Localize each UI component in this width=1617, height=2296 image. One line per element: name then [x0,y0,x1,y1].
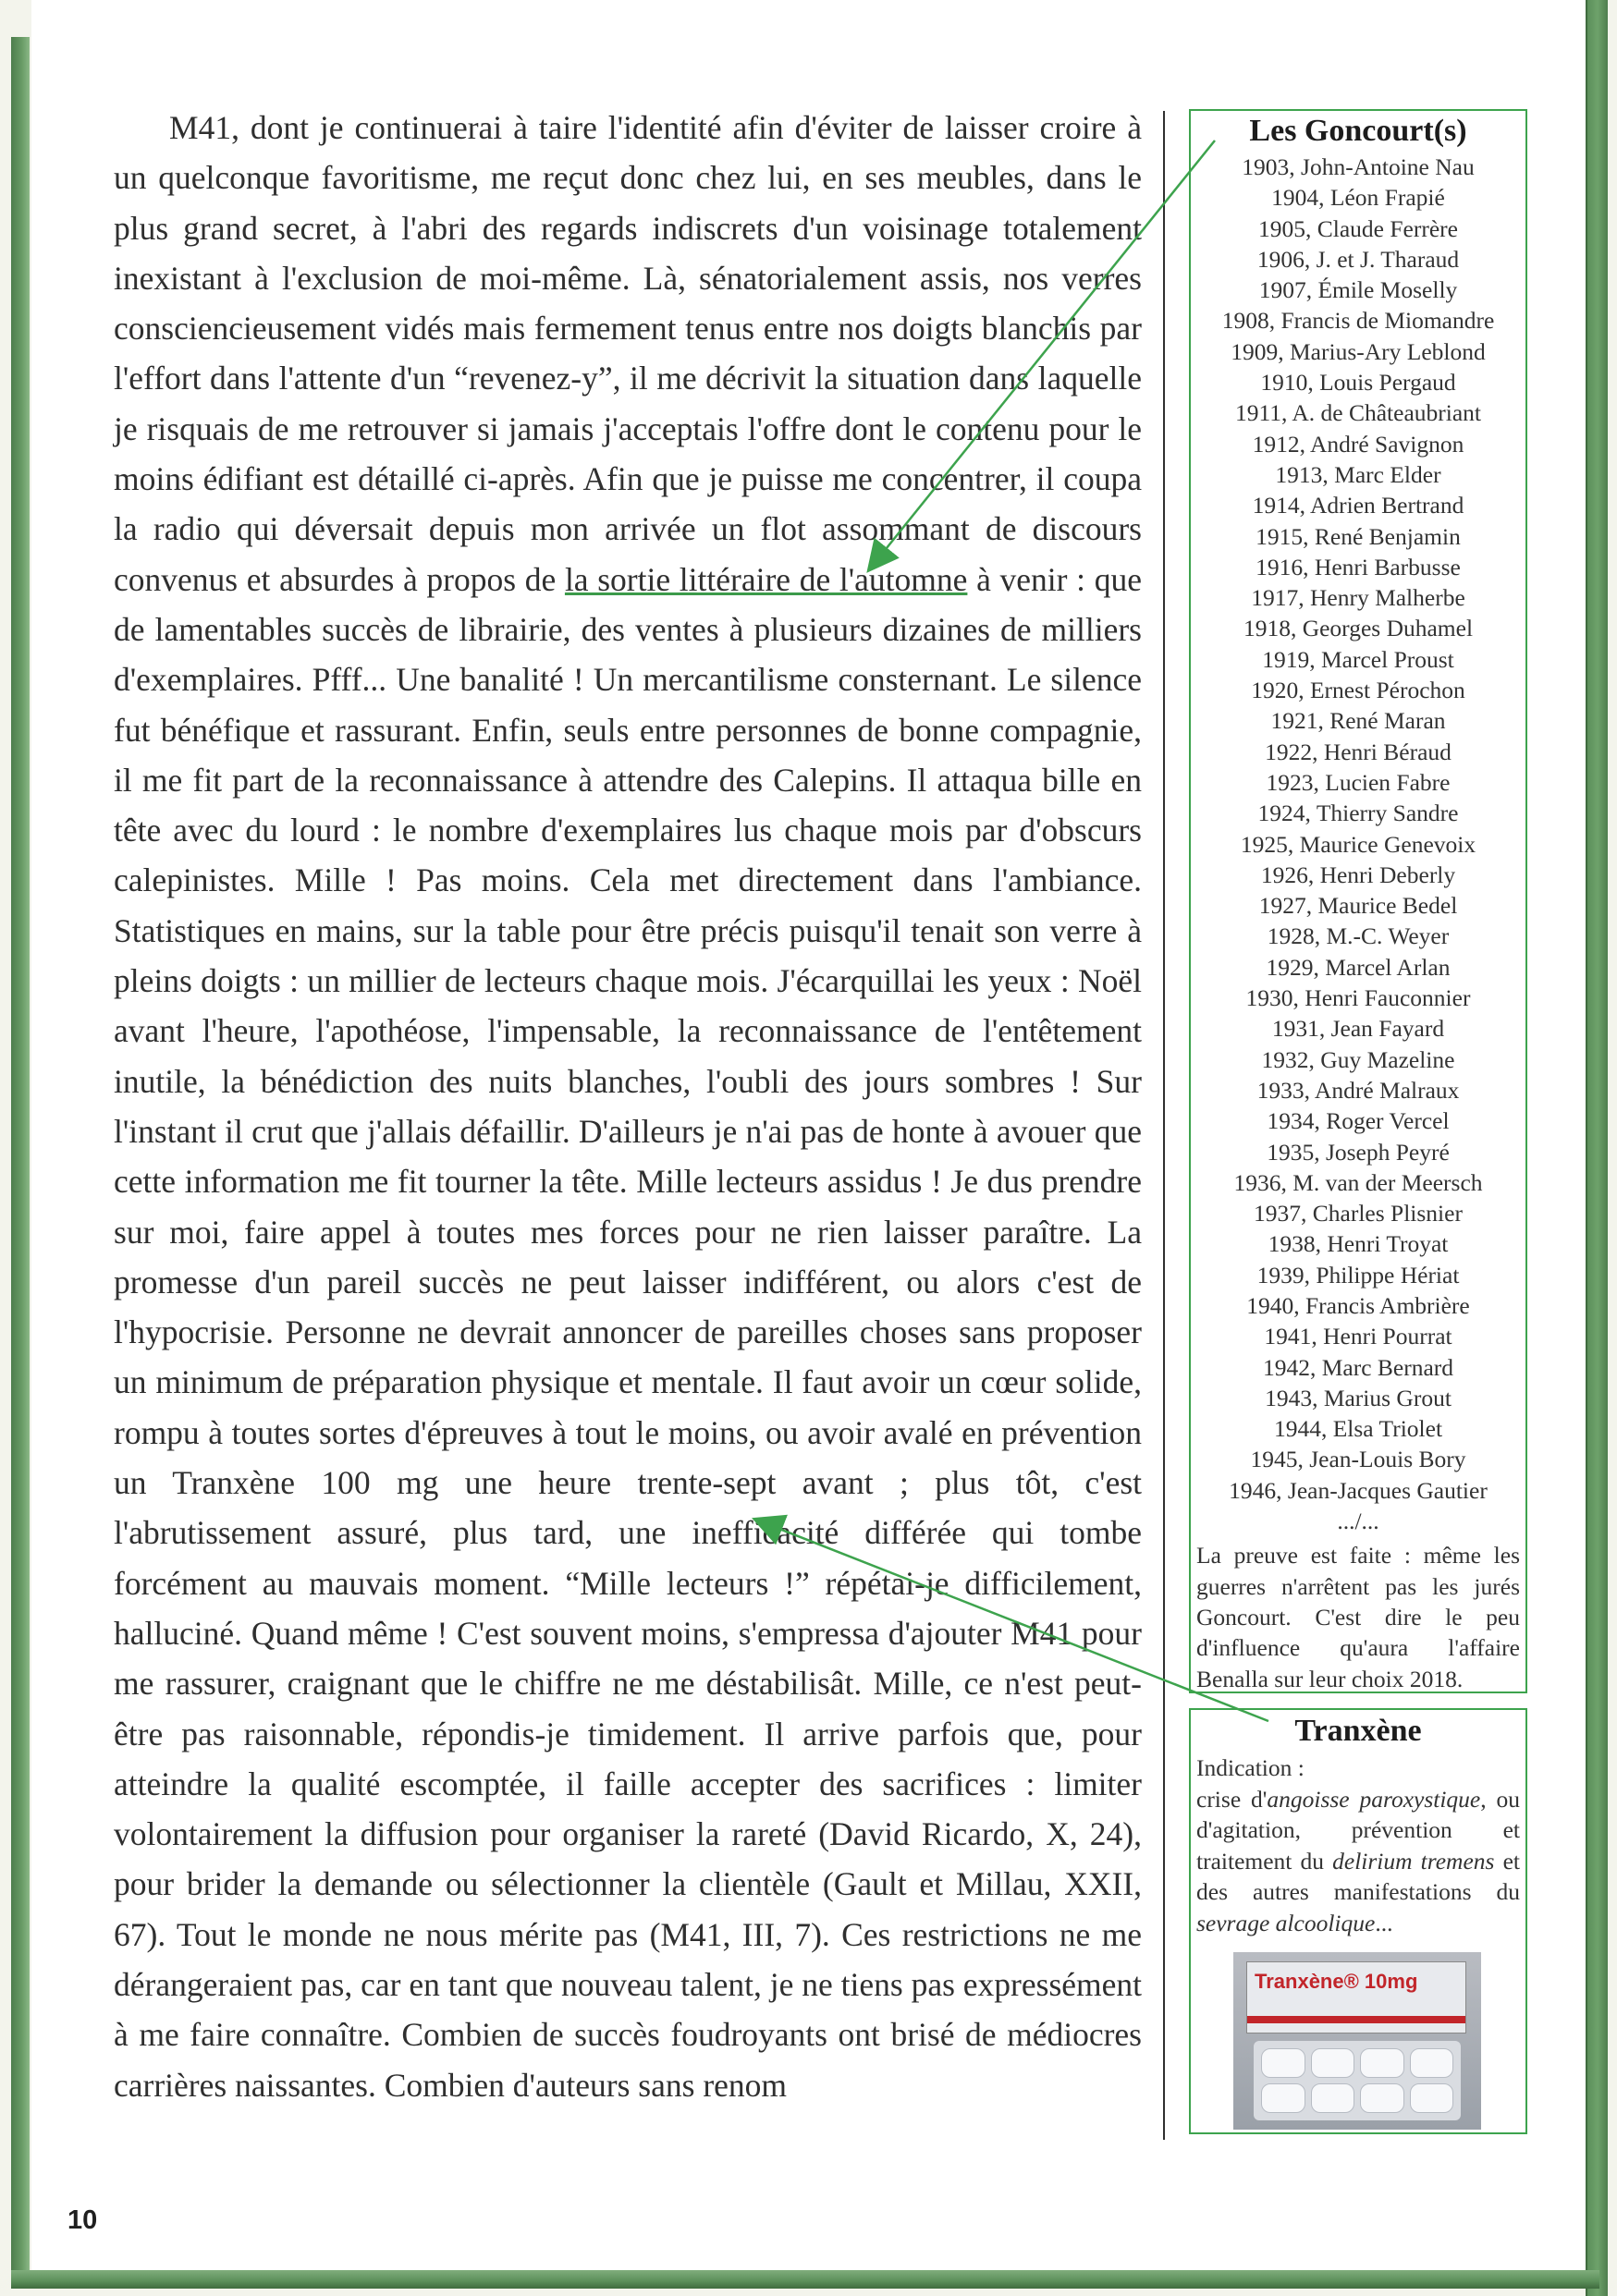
goncourt-winner-item: 1920, Ernest Pérochon [1251,677,1465,704]
goncourt-winner-item: 1922, Henri Béraud [1265,738,1452,765]
body-text-part-3: 100 mg une heure trente-sept avant ; plus tôt, c'est l'abrutissement assuré, plus tard, une inefficacité différée qui tombe forcément au mauvais moment. “Mille lecteurs !” répétai-je difficilement, halluciné. Quand même ! C'est souvent moins, s'empressa d'ajouter M41 pour me rassurer, craignant que le chiffre ne me déstabilisât. Mille, ce n'est peut-être pas raisonnable, répondis-je timidement. Il arrive parfois que, pour atteindre la qualité escomptée, il faille accepter des sacrifices : limiter volontairement la diffusion pour organiser la rareté (David Ricardo, X, 24), pour brider la demande ou sélectionner la clientèle (Gault et Millau, XXII, 67). Tout le monde ne nous mérite pas (M41, III, 7). Ces restrictions ne me dérangeraient pas, car en tant que nouveau talent, je ne tiens pas expressément à me faire connaître. Combien de succès foudroyants ont brisé de médiocres carrières naissantes. Combien d'auteurs sans renom [114,1464,1143,2104]
goncourt-winner-item: 1917, Henry Malherbe [1251,584,1465,612]
tx-italic-2: delirium tremens [1332,1847,1495,1875]
goncourt-winner-item: 1928, M.-C. Weyer [1267,922,1450,950]
goncourt-arrow [871,140,1215,568]
goncourt-winner-item: 1904, Léon Frapié [1271,184,1445,212]
goncourt-winner-item: 1914, Adrien Bertrand [1252,492,1464,519]
goncourt-winner-item: 1939, Philippe Hériat [1256,1261,1460,1288]
goncourt-winner-item: 1945, Jean-Louis Bory [1250,1446,1466,1473]
goncourt-title: Les Goncourt(s) [1249,114,1467,148]
goncourt-winner-item: 1903, John-Antoine Nau [1242,153,1475,180]
goncourt-winner-item: 1930, Henri Fauconnier [1245,984,1471,1012]
goncourt-winner-item: 1915, René Benjamin [1256,522,1461,550]
goncourt-winner-item: 1938, Henri Troyat [1268,1230,1449,1258]
goncourt-winner-item: 1905, Claude Ferrère [1258,214,1458,242]
goncourt-winner-item: 1934, Roger Vercel [1267,1107,1450,1135]
medicine-box-label: Tranxène® 10mg [1255,1970,1418,1993]
tranxene-arrow [758,1520,1268,1721]
tranxene-mention-link[interactable]: Tranxène [172,1464,296,1502]
goncourt-winner-item: 1925, Maurice Genevoix [1240,830,1476,858]
goncourt-winner-item: 1913, Marc Elder [1275,460,1441,488]
autumn-literary-season-link[interactable]: la sortie littéraire de l'automne [564,560,968,598]
list-ellipsis: .../... [1337,1508,1379,1535]
goncourt-winner-item: 1927, Maurice Bedel [1258,892,1458,920]
goncourt-winner-item: 1932, Guy Mazeline [1261,1045,1455,1073]
goncourt-winner-item: 1943, Marius Grout [1265,1384,1452,1411]
tx-italic-1: angoisse paroxystique [1267,1785,1481,1813]
goncourt-winner-item: 1933, André Malraux [1256,1076,1460,1104]
goncourt-winner-item: 1911, A. de Châteaubriant [1234,399,1482,427]
tx-text-3: et des autres manifestations du [1196,1847,1521,1905]
goncourt-winner-item: 1935, Joseph Peyré [1267,1138,1450,1166]
goncourt-winner-item: 1937, Charles Plisnier [1254,1200,1463,1227]
goncourt-winner-item: 1909, Marius-Ary Leblond [1231,337,1486,365]
goncourt-winner-item: 1941, Henri Pourrat [1264,1323,1452,1350]
tx-text-2: , ou d'agitation, prévention et traitement du [1196,1785,1521,1875]
goncourt-winner-item: 1940, Francis Ambrière [1246,1291,1470,1319]
goncourt-note: La preuve est faite : même les guerres n'arrêtent pas les jurés Goncourt. C'est dire le peu d'influence qu'aura l'affaire Benalla sur leur choix 2018. [1196,1542,1520,1692]
tx-italic-3: sevrage alcoolique [1196,1909,1376,1936]
goncourt-winner-item: 1912, André Savignon [1252,430,1464,458]
goncourt-winner-item: 1916, Henri Barbusse [1256,553,1461,580]
goncourt-winner-item: 1921, René Maran [1270,707,1446,735]
goncourt-winner-item: 1918, Georges Duhamel [1243,615,1474,642]
goncourt-winner-item: 1931, Jean Fayard [1271,1015,1445,1043]
goncourt-winner-item: 1907, Émile Moselly [1258,276,1458,304]
goncourt-winner-item: 1926, Henri Deberly [1260,861,1456,888]
body-text-part-1: M41, dont je continuerai à taire l'identité afin d'éviter de laisser croire à un quelconque favoritisme, me reçut donc chez lui, en ses meubles, dans le plus grand secret, à l'abri des regards indiscrets d'un voisinage totalement inexistant à l'exclusion de moi-même. Là, sénatorialement assis, nos verres consciencieusement vidés mais fermement tenus entre nos doigts blanchis par l'effort dans l'attente d'un “revenez-y”, il me décrivit la situation dans laquelle je risquais de me retrouver si jamais j'acceptais l'offre dont le contenu pour le moins édifiant est détaillé ci-après. Afin que je puisse me concentrer, il coupa la radio qui déversait depuis mon arrivée un flot assommant de discours convenus et absurdes à propos de [114,109,1142,598]
body-text-part-2: à venir : que de lamentables succès de librairie, des ventes à plusieurs dizaines de milliers d'exemplaires. Pfff... Une banalité ! Un mercantilisme consternant. Le silence fut bénéfique et rassurant. Enfin, seuls entre personnes de bonne compagnie, il me fit part de la reconnaissance à attendre des Calepins. Il attaqua bille en tête avec du lourd : le nombre d'exemplaires lus chaque mois par d'obscurs calepinistes. Mille ! Pas moins. Cela met directement dans l'ambiance. Statistiques en mains, sur la table pour être précis puisqu'il tenait son verre à pleins doigts : un millier de lecteurs chaque mois. J'écarquillai les yeux : Noël avant l'heure, l'apothéose, l'impensable, la reconnaissance de l'entêtement inutile, la bénédiction des nuits blanches, l'oubli des jours sombres ! Sur l'instant il crut que j'allais défaillir. D'ailleurs je n'ai pas de honte à avouer que cette information me fit tourner la tête. Mille lecteurs assidus ! Je dus prendre sur moi, faire appel à toutes mes forces pour ne rien laisser paraître. La promesse d'un pareil succès ne peut laisser indifférent, ou alors c'est de l'hypocrisie. Personne ne devrait annoncer de pareilles choses sans proposer un minimum de préparation physique et mentale. Il faut avoir un cœur solide, rompu à toutes sortes d'épreuves à tout le moins, ou avoir avalé en prévention un [114,560,1142,1502]
goncourt-winner-item: 1946, Jean-Jacques Gautier [1229,1476,1488,1504]
goncourt-winner-item: 1924, Thierry Sandre [1257,800,1459,827]
goncourt-winner-item: 1910, Louis Pergaud [1260,369,1456,397]
goncourt-winner-item: 1906, J. et J. Tharaud [1256,245,1460,273]
goncourt-winner-item: 1942, Marc Bernard [1262,1353,1454,1381]
page-number: 10 [67,2205,98,2235]
tranxene-indication-label: Indication : [1196,1754,1305,1781]
goncourt-winner-item: 1908, Francis de Miomandre [1221,307,1495,335]
tx-text-4: ... [1375,1909,1393,1936]
goncourt-winner-item: 1936, M. van der Meersch [1233,1168,1483,1196]
goncourt-winner-item: 1923, Lucien Fabre [1266,768,1451,796]
tx-text-1: crise d' [1196,1785,1268,1813]
goncourt-winner-item: 1929, Marcel Arlan [1266,953,1451,981]
goncourt-winner-item: 1919, Marcel Proust [1262,645,1454,673]
tranxene-title: Tranxène [1294,1714,1422,1748]
goncourt-winner-item: 1944, Elsa Triolet [1273,1415,1443,1443]
